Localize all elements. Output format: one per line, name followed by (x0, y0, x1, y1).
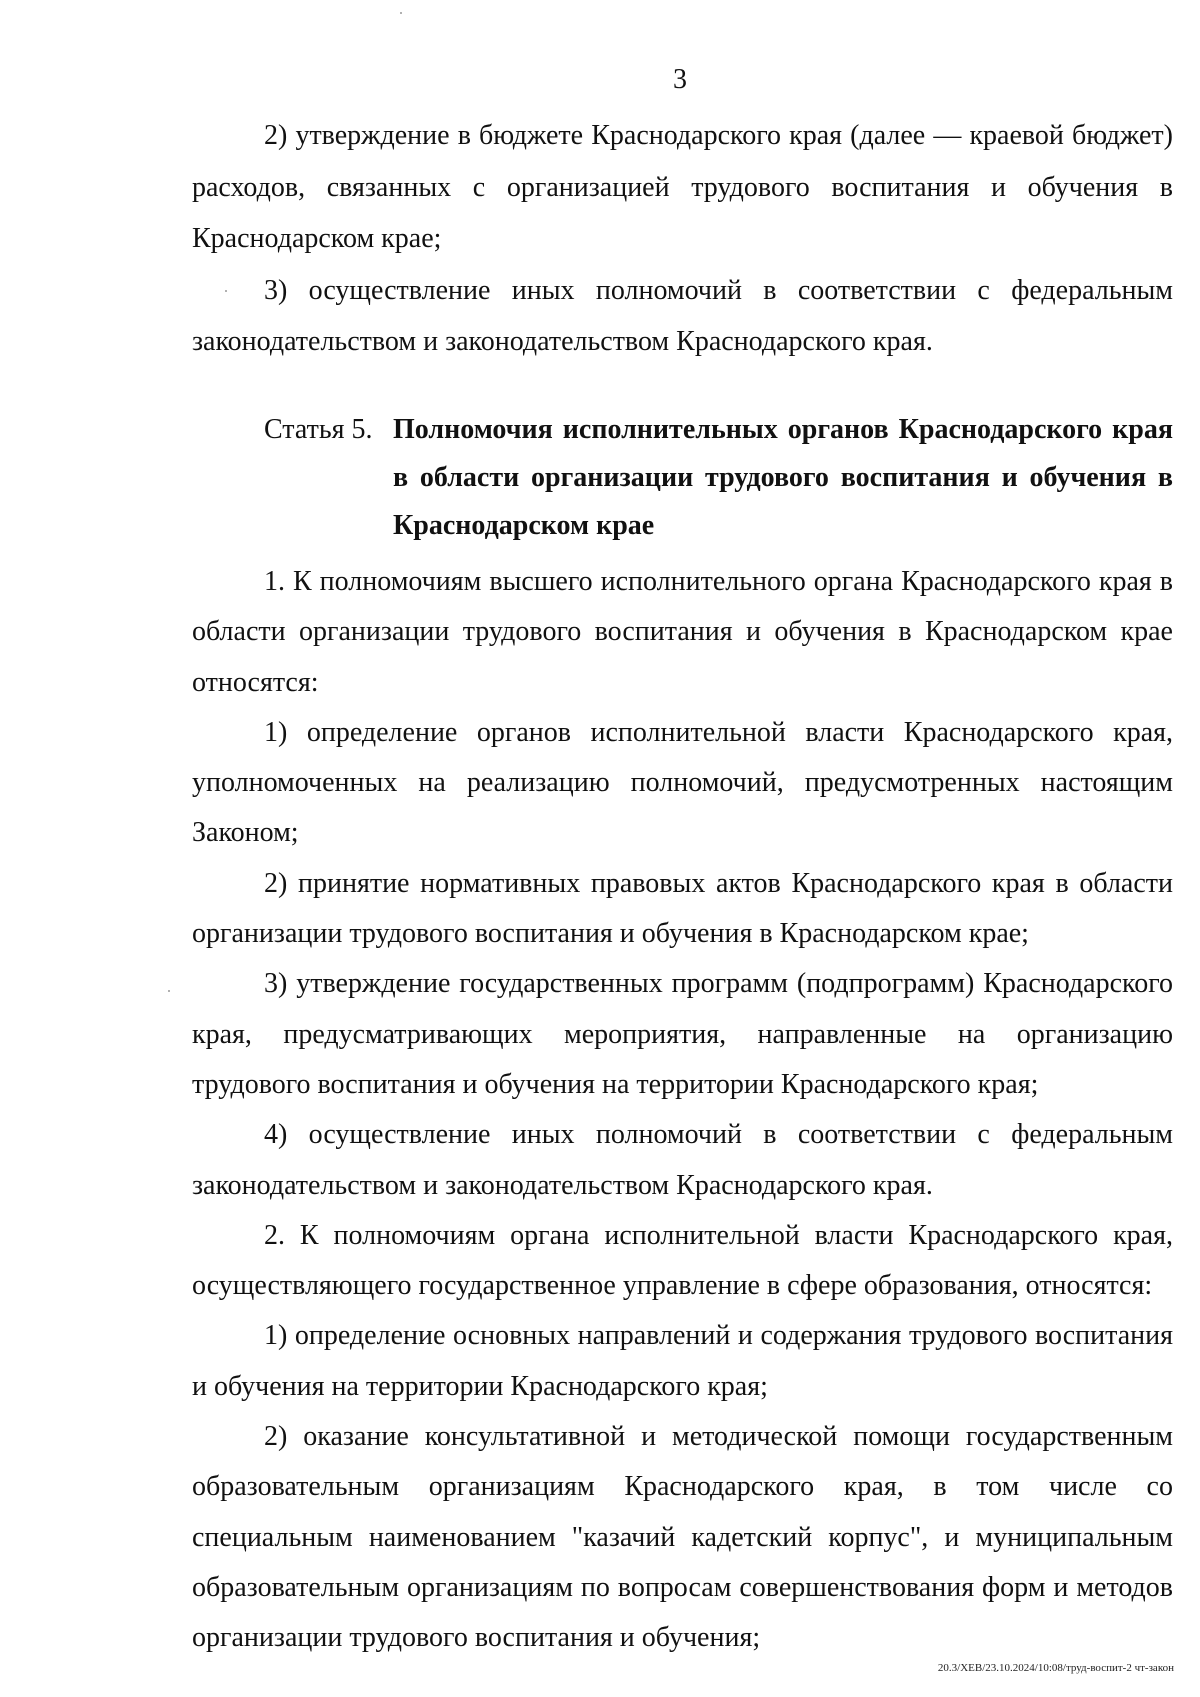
paragraph: 2) оказание консультативной и методической помощи государственным образовательным организациям Краснодарского края, в том числе со специальным наименованием "казачий кадетский корпус", и муниципальным образовательным организациям по вопросам совершенствования форм и методов организации трудового воспитания и обучения; (192, 1421, 1173, 1654)
scan-speck (168, 990, 170, 992)
paragraph: 3) осуществление иных полномочий в соответствии с федеральным законодательством и законодательством Краснодарского края. (192, 274, 1173, 357)
article-heading (192, 406, 1173, 550)
body-paragraphs (192, 557, 1173, 1664)
paragraph: 3) утверждение государственных программ (подпрограмм) Краснодарского края, предусматривающих мероприятия, направленные на организацию трудового воспитания и обучения на территории Краснодарского края; (192, 968, 1173, 1100)
top-paragraphs (192, 110, 1173, 368)
paragraph: 2) утверждение в бюджете Краснодарского края (далее — краевой бюджет) расходов, связанных с организацией трудового воспитания и обучения в Краснодарском крае; (192, 120, 1173, 254)
article-label: Статья 5. (264, 414, 373, 445)
page-number: 3 (673, 64, 687, 95)
paragraph: 2) принятие нормативных правовых актов Краснодарского края в области организации трудового воспитания и обучения в Краснодарском крае; (192, 867, 1173, 950)
paragraph: 2. К полномочиям органа исполнительной власти Краснодарского края, осуществляющего государственное управление в сфере образования, относятся: (192, 1219, 1173, 1302)
paragraph: 1) определение органов исполнительной власти Краснодарского края, уполномоченных на реализацию полномочий, предусмотренных настоящим Законом; (192, 716, 1173, 849)
paragraph: 1) определение основных направлений и содержания трудового воспитания и обучения на территории Краснодарского края; (192, 1320, 1173, 1402)
scan-speck (225, 290, 227, 292)
document-footer-code: 20.3/ХЕВ/23.10.2024/10:08/труд-воспит-2 чт-закон (937, 1662, 1174, 1674)
paragraph: 4) осуществление иных полномочий в соответствии с федеральным законодательством и законодательством Краснодарского края. (192, 1119, 1173, 1201)
article-title: Полномочия исполнительных органов Краснодарского края в области организации трудового воспитания и обучения в Краснодарском крае (393, 414, 1173, 541)
scan-speck (400, 12, 402, 14)
paragraph: 1. К полномочиям высшего исполнительного органа Краснодарского края в области организации трудового воспитания и обучения в Краснодарском крае относятся: (192, 566, 1173, 698)
